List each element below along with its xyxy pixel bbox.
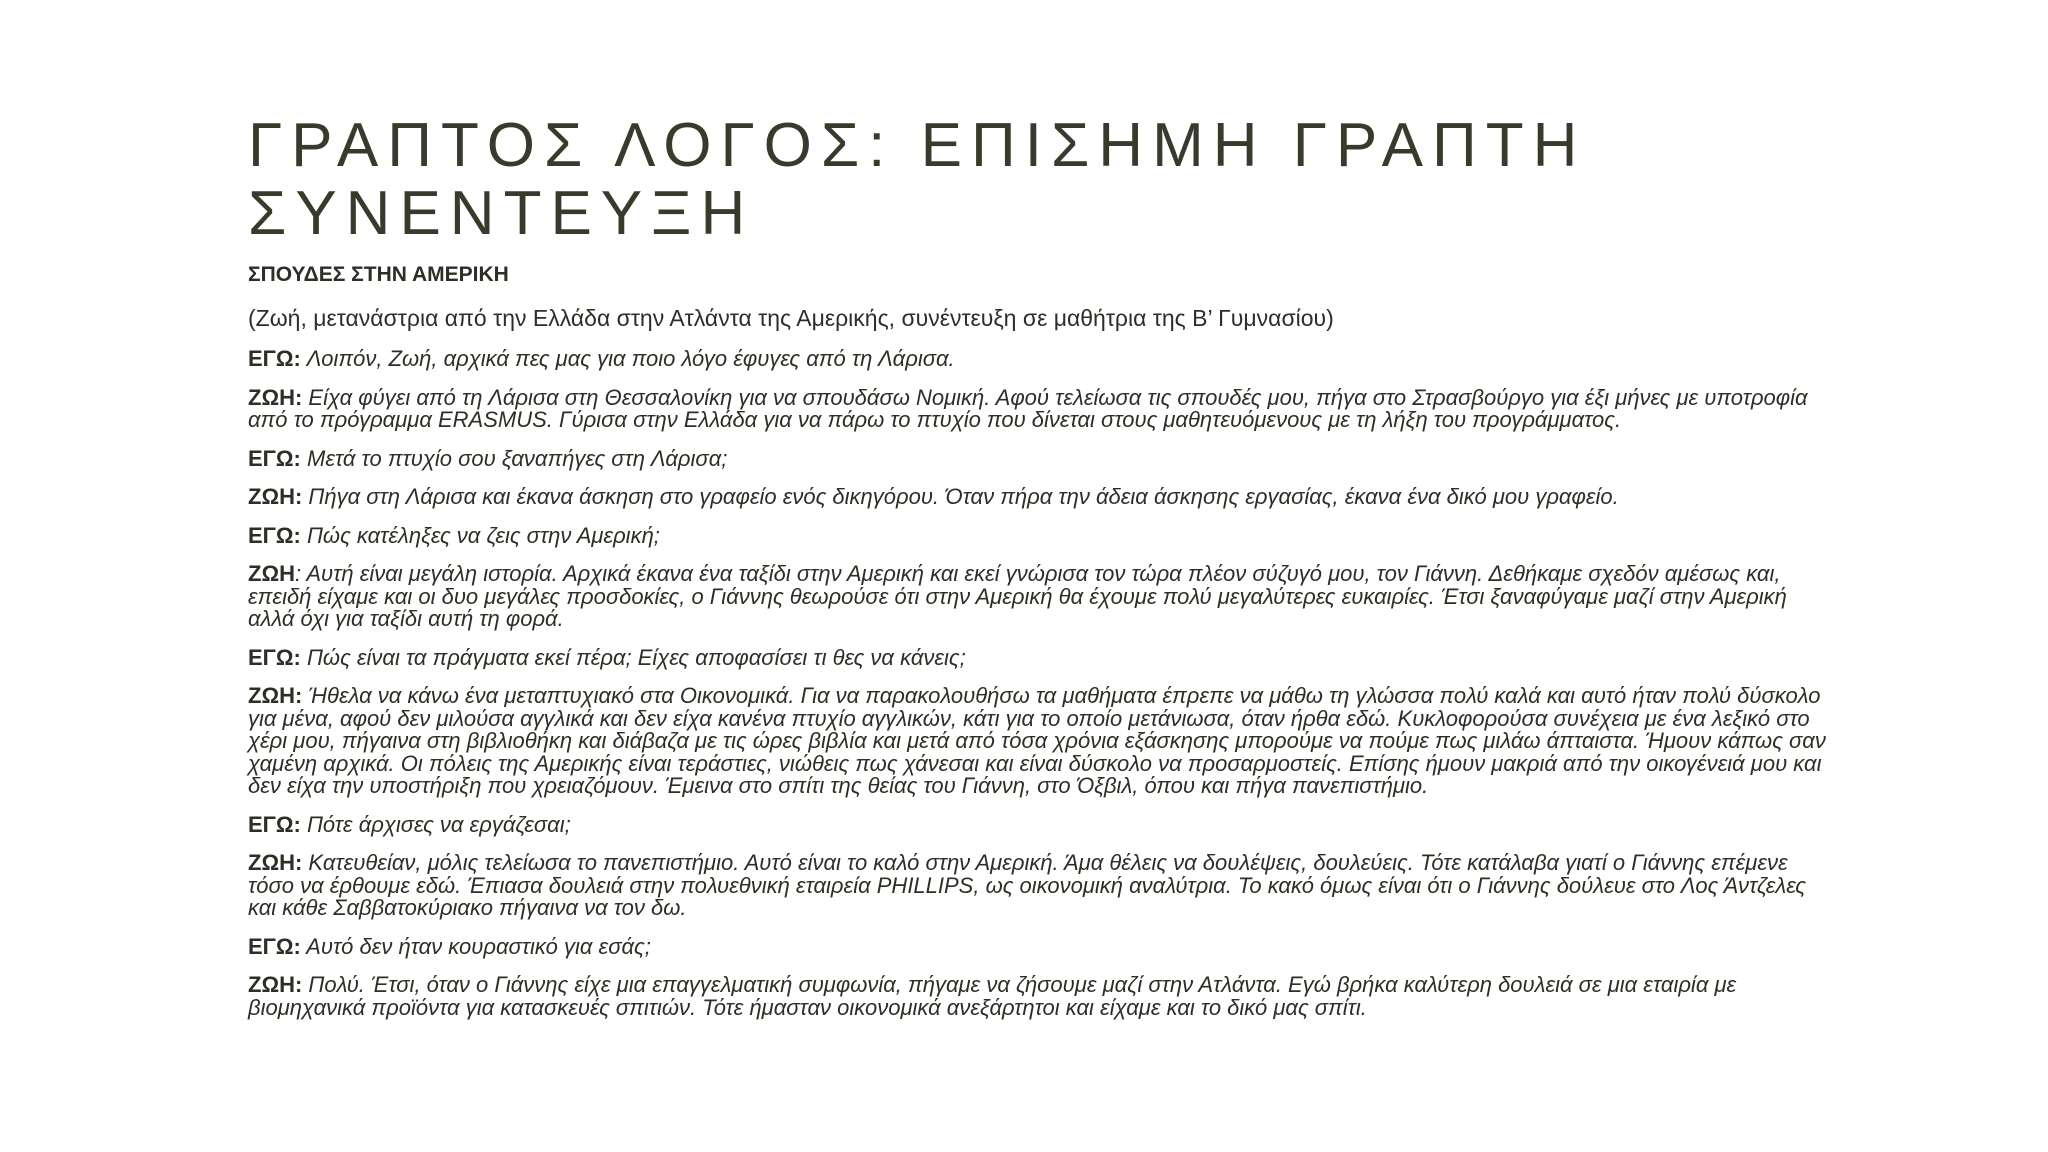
page-title: [248, 112, 1828, 248]
section-subtitle: ΣΠΟΥΔΕΣ ΣΤΗΝ ΑΜΕΡΙΚΗ: [248, 263, 509, 286]
dialogue-line: [248, 974, 1828, 1019]
dialogue-line: [248, 933, 1828, 959]
dialogue-line: [248, 811, 1828, 837]
dialogue-line: [248, 445, 1828, 471]
slide-content: [248, 112, 1828, 1019]
title-line-2: ΣΥΝΕΝΤΕΥΞΗ: [248, 179, 755, 248]
dialogue-text: Αυτό δεν ήταν κουραστικό για εσάς;: [300, 933, 651, 959]
dialogue-line: [248, 486, 1828, 509]
dialogue-text: Κατευθείαν, μόλις τελείωσα το πανεπιστήμιο. Αυτό είναι το καλό στην Αμερική. Άμα θέλεις να δουλέψεις, δουλεύεις. Τότε κατάλαβα γιατί ο Γιάννης επέμενε τόσο να έρθουμε εδώ. Έπιασα δουλειά στην πολυεθνική εταιρεία PHILLIPS, ως οικονομική αναλύτρια. Το κακό όμως είναι ότι ο Γιάννης δούλευε στο Λος Άντζελες και κάθε Σαββατοκύριακο πήγαινα να τον δω.: [248, 850, 1806, 920]
dialogue-text: Λοιπόν, Ζωή, αρχικά πες μας για ποιο λόγο έφυγες από τη Λάρισα.: [300, 346, 955, 371]
speaker-label: ΖΩΗ: [248, 561, 295, 586]
speaker-label: ΖΩΗ:: [248, 850, 303, 875]
dialogue-line: [248, 348, 1828, 371]
dialogue-line: [248, 644, 1828, 670]
dialogue-text: Πήγα στη Λάρισα και έκανα άσκηση στο γραφείο ενός δικηγόρου. Όταν πήρα την άδεια άσκησης εργασίας, έκανα ένα δικό μου γραφείο.: [302, 484, 1619, 509]
speaker-label: ΖΩΗ:: [248, 484, 303, 509]
dialogue-line: [248, 522, 1828, 548]
dialogue-text: Ήθελα να κάνω ένα μεταπτυχιακό στα Οικονομικά. Για να παρακολουθήσω τα μαθήματα έπρεπε να μάθω τη γλώσσα πολύ καλά και αυτό ήταν πολύ δύσκολο για μένα, αφού δεν μιλούσα αγγλικά και δεν είχα κανένα πτυχίο αγγλικών, κάτι για το οποίο μετάνιωσα, όταν ήρθα εδώ. Κυκλοφορούσα συνέχεια με ένα λεξικό στο χέρι μου, πήγαινα στη βιβλιοθήκη και διάβαζα με τις ώρες βιβλία και μετά από τόσα χρόνια εξάσκησης μπορούμε να πούμε πως μιλάω άπταιστα. Ήμουν κάπως σαν χαμένη αρχικά. Οι πόλεις της Αμερικής είναι τεράστιες, νιώθεις πως χάνεσαι και είναι δύσκολο να προσαρμοστείς. Επίσης ήμουν μακριά από την οικογένειά μου και δεν είχα την υποστήριξη που χρειαζόμουν. Έμεινα στο σπίτι της θείας του Γιάννη, στο Όξβιλ, όπου και πήγα πανεπιστήμιο.: [248, 683, 1826, 798]
speaker-label: ΖΩΗ:: [248, 384, 303, 410]
dialogue-line: [248, 563, 1828, 631]
dialogue-text: : Αυτή είναι μεγάλη ιστορία. Αρχικά έκανα ένα ταξίδι στην Αμερική και εκεί γνώρισα τον τώρα πλέον σύζυγό μου, τον Γιάννη. Δεθήκαμε σχεδόν αμέσως και, επειδή είχαμε και οι δυο μεγάλες προσδοκίες, ο Γιάννης θεωρούσε ότι στην Αμερική θα έχουμε πολύ μεγαλύτερες ευκαιρίες. Έτσι ξαναφύγαμε μαζί στην Αμερική αλλά όχι για ταξίδι αυτή τη φορά.: [248, 561, 1787, 631]
speaker-label: ΕΓΩ:: [248, 644, 301, 670]
speaker-label: ΕΓΩ:: [248, 346, 301, 371]
dialogue-text: Μετά το πτυχίο σου ξαναπήγες στη Λάρισα;: [300, 445, 728, 471]
speaker-label: ΖΩΗ:: [248, 972, 303, 997]
speaker-label: ΕΓΩ:: [248, 933, 301, 959]
dialogue-line: [248, 384, 1828, 432]
speaker-label: ΕΓΩ:: [248, 522, 301, 548]
dialogue-text: Είχα φύγει από τη Λάρισα στη Θεσσαλονίκη για να σπουδάσω Νομική. Αφού τελείωσα τις σπουδές μου, πήγα στο Στρασβούργο για έξι μήνες με υποτροφία από το πρόγραμμα ERASMUS. Γύρισα στην Ελλάδα για να πάρω το πτυχίο που δίνεται στους μαθητευόμενους με τη λήξη του προγράμματος.: [248, 384, 1808, 432]
speaker-label: ΖΩΗ:: [248, 683, 303, 708]
dialogue-text: Πότε άρχισες να εργάζεσαι;: [300, 811, 571, 837]
speaker-label: ΕΓΩ:: [248, 811, 301, 837]
dialogue-line: [248, 852, 1828, 920]
speaker-label: ΕΓΩ:: [248, 445, 301, 471]
dialogue-line: [248, 685, 1828, 798]
intro-text: (Ζωή, μετανάστρια από την Ελλάδα στην Ατλάντα της Αμερικής, συνέντευξη σε μαθήτρια της Β’ Γυμνασίου): [248, 305, 1334, 331]
dialogue-text: Πώς είναι τα πράγματα εκεί πέρα; Είχες αποφασίσει τι θες να κάνεις;: [300, 644, 966, 670]
title-line-1: ΓΡΑΠΤΟΣ ΛΟΓΟΣ: ΕΠΙΣΗΜΗ ΓΡΑΠΤΗ: [248, 111, 1587, 180]
dialogue-text: Πώς κατέληξες να ζεις στην Αμερική;: [300, 522, 660, 548]
dialogue-text: Πολύ. Έτσι, όταν ο Γιάννης είχε μια επαγγελματική συμφωνία, πήγαμε να ζήσουμε μαζί στην Ατλάντα. Εγώ βρήκα καλύτερη δουλειά σε μια εταιρία με βιομηχανικά προϊόντα για κατασκευές σπιτιών. Τότε ήμασταν οικονομικά ανεξάρτητοι και είχαμε και το δικό μας σπίτι.: [248, 972, 1737, 1020]
